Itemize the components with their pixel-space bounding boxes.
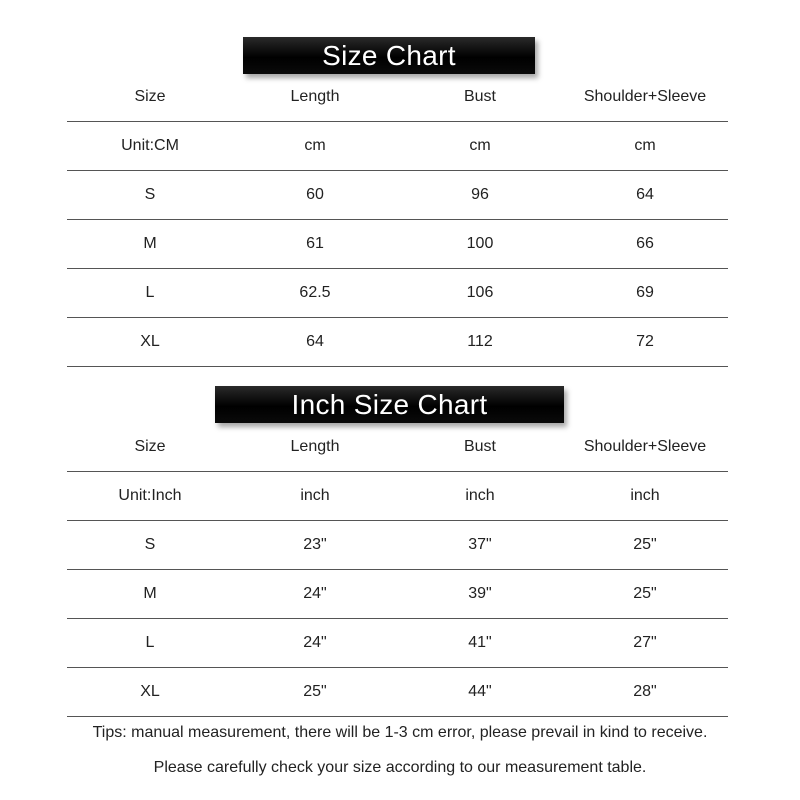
bust-cell: 39" <box>468 585 492 602</box>
length-cell: 62.5 <box>299 284 331 301</box>
length-cell: 24" <box>303 634 327 651</box>
table-row <box>67 171 728 220</box>
table-row <box>67 318 728 367</box>
bust-cell: 106 <box>466 284 494 301</box>
length-cell: 23" <box>303 536 327 553</box>
bust-cell: 100 <box>466 235 494 252</box>
inch-size-chart-title: Inch Size Chart <box>215 386 564 423</box>
size-cell: XL <box>140 683 160 700</box>
shoulder-sleeve-cell: cm <box>634 137 656 154</box>
bust-cell: 96 <box>471 186 489 203</box>
length-cell: 64 <box>306 333 324 350</box>
shoulder-sleeve-cell: 66 <box>636 235 654 252</box>
header-shoulder-sleeve: Shoulder+Sleeve <box>583 438 707 455</box>
length-cell: cm <box>304 137 326 154</box>
bust-cell: 44" <box>468 683 492 700</box>
size-cell: Unit:CM <box>121 137 179 154</box>
shoulder-sleeve-cell: 25" <box>633 585 657 602</box>
length-cell: 60 <box>306 186 324 203</box>
table-header-row <box>67 73 728 122</box>
bust-cell: 41" <box>468 634 492 651</box>
inch-size-table <box>67 423 728 717</box>
size-cell: S <box>144 186 156 203</box>
table-row <box>67 668 728 717</box>
size-cell: M <box>143 585 157 602</box>
size-cell: XL <box>140 333 160 350</box>
cm-size-chart-title: Size Chart <box>243 37 535 74</box>
bust-cell: 37" <box>468 536 492 553</box>
bust-cell: cm <box>469 137 491 154</box>
size-check-note: Please carefully check your size according to our measurement table. <box>153 759 647 776</box>
shoulder-sleeve-cell: 27" <box>633 634 657 651</box>
size-cell: L <box>145 634 155 651</box>
table-row <box>67 570 728 619</box>
header-size: Size <box>134 438 166 455</box>
shoulder-sleeve-cell: inch <box>630 487 660 504</box>
table-row <box>67 521 728 570</box>
shoulder-sleeve-cell: 28" <box>633 683 657 700</box>
size-cell: L <box>145 284 155 301</box>
bust-cell: 112 <box>467 333 493 350</box>
header-bust: Bust <box>463 88 496 105</box>
measurement-tip: Tips: manual measurement, there will be 1-3 cm error, please prevail in kind to receive. <box>92 724 708 741</box>
length-cell: inch <box>300 487 330 504</box>
header-length: Length <box>290 438 340 455</box>
header-bust: Bust <box>463 438 496 455</box>
shoulder-sleeve-cell: 64 <box>636 186 654 203</box>
length-cell: 25" <box>303 683 327 700</box>
header-length: Length <box>290 88 340 105</box>
length-cell: 24" <box>303 585 327 602</box>
length-cell: 61 <box>306 235 324 252</box>
table-row <box>67 472 728 521</box>
table-row <box>67 619 728 668</box>
table-row <box>67 269 728 318</box>
shoulder-sleeve-cell: 69 <box>636 284 654 301</box>
table-row <box>67 122 728 171</box>
bust-cell: inch <box>465 487 495 504</box>
header-size: Size <box>134 88 166 105</box>
size-cell: Unit:Inch <box>118 487 182 504</box>
cm-size-table <box>67 73 728 367</box>
header-shoulder-sleeve: Shoulder+Sleeve <box>583 88 707 105</box>
table-row <box>67 220 728 269</box>
size-cell: M <box>143 235 157 252</box>
table-header-row <box>67 423 728 472</box>
size-cell: S <box>144 536 156 553</box>
shoulder-sleeve-cell: 72 <box>636 333 654 350</box>
shoulder-sleeve-cell: 25" <box>633 536 657 553</box>
